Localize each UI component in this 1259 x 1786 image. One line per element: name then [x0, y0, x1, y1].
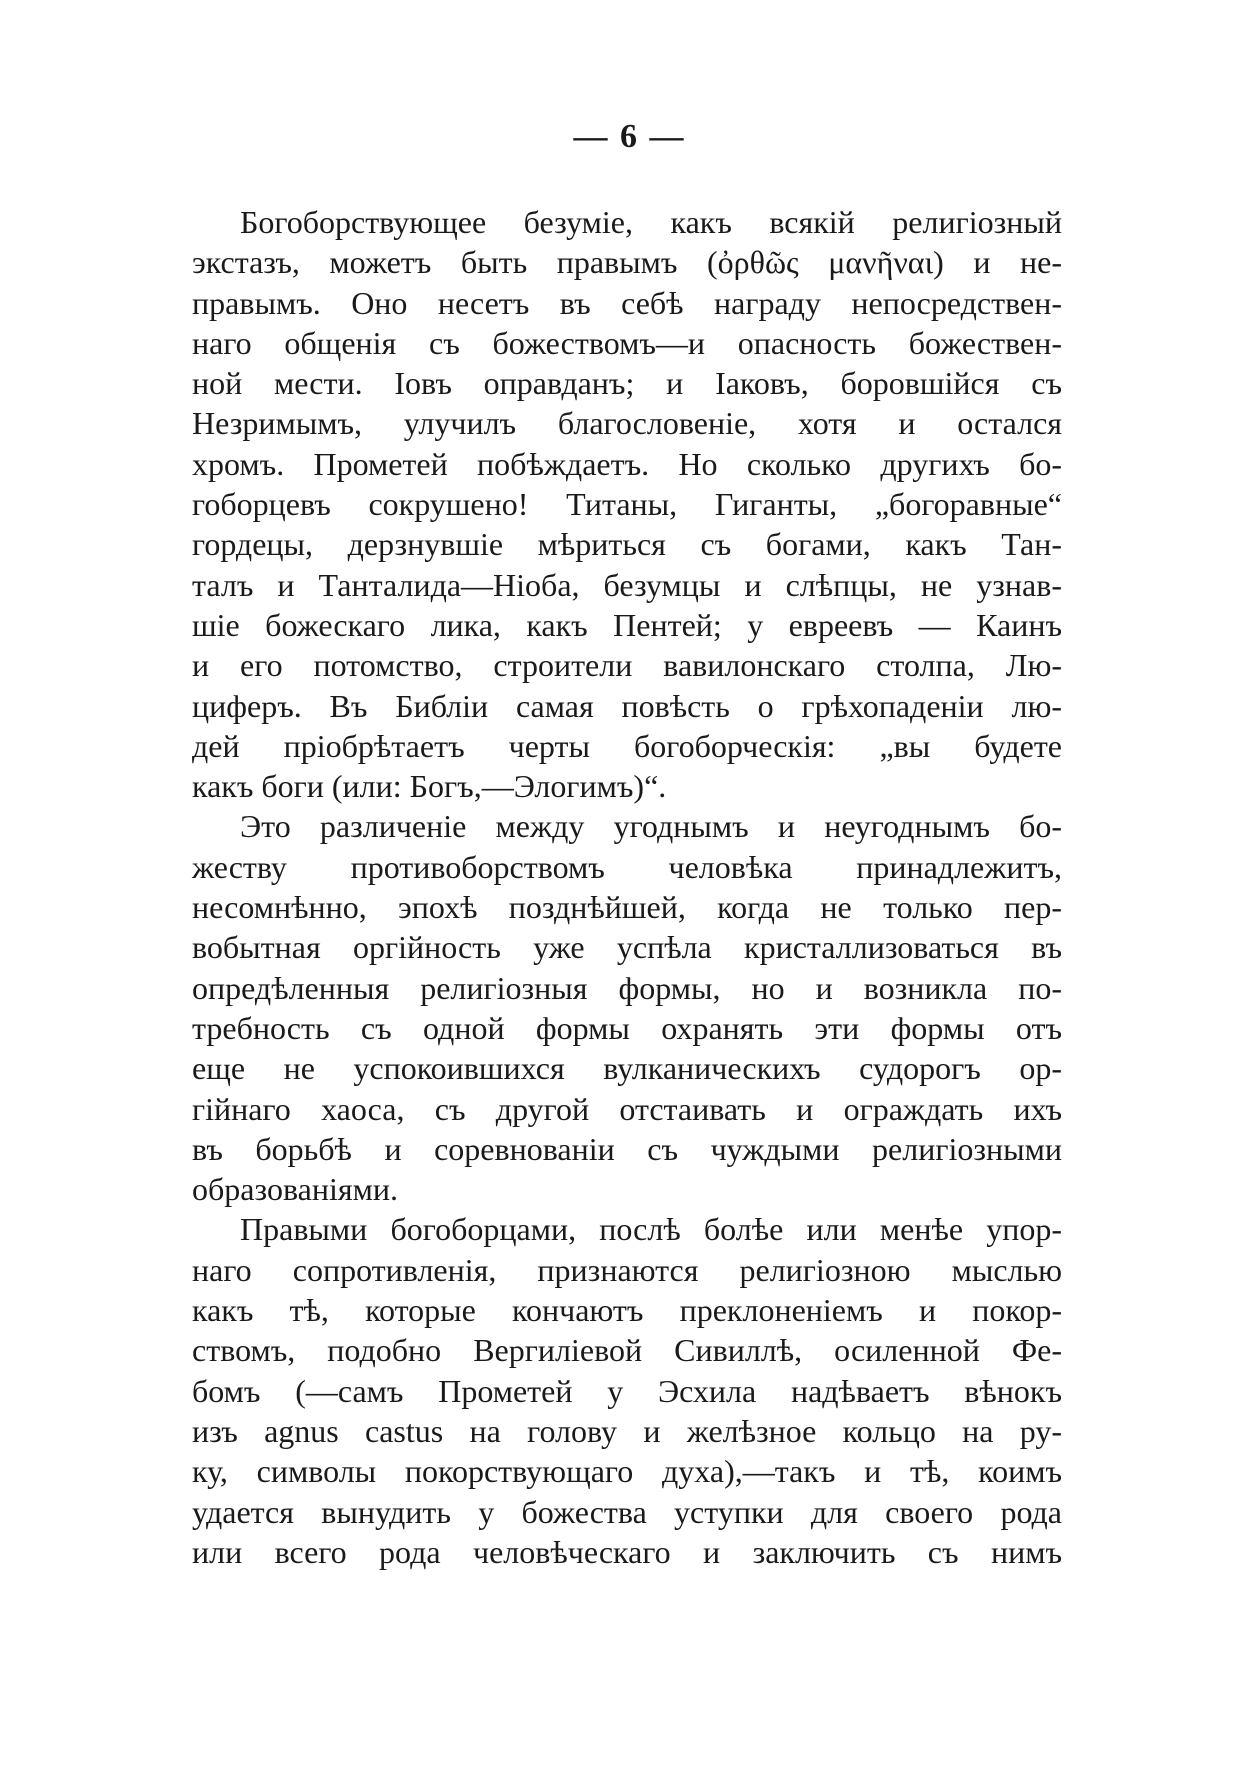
text-line: какъ боги (или: Богъ,—Элогимъ)“. — [192, 768, 667, 805]
text-line: опредѣленныя религіозныя формы, но и возникла по- — [192, 969, 1062, 1006]
text-line: правымъ. Оно несетъ въ себѣ награду непосредствен- — [192, 284, 1062, 321]
text-line: гійнаго хаоса, съ другой отстаивать и ограждать ихъ — [192, 1090, 1062, 1127]
text-line: наго общенія съ божествомъ—и опасность божествен- — [192, 324, 1062, 361]
text-line: вобытная оргійность уже успѣла кристаллизоваться въ — [192, 929, 1062, 966]
body-text — [192, 202, 1062, 1572]
text-line: еще не успокоившихся вулканическихъ судорогъ ор- — [192, 1050, 1062, 1087]
text-line: ку, символы покорствующаго духа),—такъ и тѣ, коимъ — [192, 1453, 1062, 1490]
text-line: экстазъ, можетъ быть правымъ (ὀρθῶς μανῆναι) и не- — [192, 244, 1062, 281]
text-line: удается вынудить у божества уступки для своего рода — [192, 1493, 1062, 1530]
text-line: дей пріобрѣтаетъ черты богоборческія: „вы будете — [192, 727, 1062, 764]
text-line: Это различеніе между угоднымъ и неугоднымъ бо- — [240, 808, 1062, 845]
text-line: требность съ одной формы охранять эти формы отъ — [192, 1009, 1062, 1046]
text-line: и его потомство, строители вавилонскаго столпа, Лю- — [192, 647, 1062, 684]
text-line: Правыми богоборцами, послѣ болѣе или менѣе упор- — [240, 1211, 1062, 1248]
text-line: гордецы, дерзнувшіе мѣриться съ богами, какъ Тан- — [192, 526, 1062, 563]
text-line: талъ и Танталида—Ніоба, безумцы и слѣпцы, не узнав- — [192, 566, 1062, 603]
text-line: Богоборствующее безуміе, какъ всякій религіозный — [240, 204, 1062, 240]
text-line: шіе божескаго лика, какъ Пентей; у евреевъ — Каинъ — [192, 606, 1062, 643]
text-line: наго сопротивленія, признаются религіозною мыслью — [192, 1251, 1062, 1288]
text-line: жеству противоборствомъ человѣка принадлежитъ, — [192, 848, 1062, 885]
text-line: бомъ (—самъ Прометей у Эсхила надѣваетъ вѣнокъ — [192, 1372, 1062, 1409]
text-line: хромъ. Прометей побѣждаетъ. Но сколько другихъ бо- — [192, 445, 1062, 482]
text-line: ной мести. Іовъ оправданъ; и Іаковъ, боровшійся съ — [192, 365, 1062, 402]
text-line: въ борьбѣ и соревнованіи съ чуждыми религіозными — [192, 1130, 1062, 1167]
text-line: какъ тѣ, которые кончаютъ преклоненіемъ и покор- — [192, 1292, 1062, 1329]
page-number: — 6 — — [573, 118, 686, 155]
text-line: Незримымъ, улучилъ благословеніе, хотя и остался — [192, 405, 1062, 442]
text-line: изъ agnus castus на голову и желѣзное кольцо на ру- — [192, 1412, 1062, 1449]
text-line: или всего рода человѣческаго и заключить съ нимъ — [192, 1533, 1062, 1570]
text-line: гоборцевъ сокрушено! Титаны, Гиганты, „богоравные“ — [192, 486, 1062, 523]
text-line: несомнѣнно, эпохѣ позднѣйшей, когда не только пер- — [192, 889, 1062, 926]
text-line: образованіями. — [192, 1171, 398, 1208]
text-line: циферъ. Въ Библіи самая повѣсть о грѣхопаденіи лю- — [192, 687, 1062, 724]
text-line: ствомъ, подобно Вергиліевой Сивиллѣ, осиленной Фе- — [192, 1332, 1062, 1369]
